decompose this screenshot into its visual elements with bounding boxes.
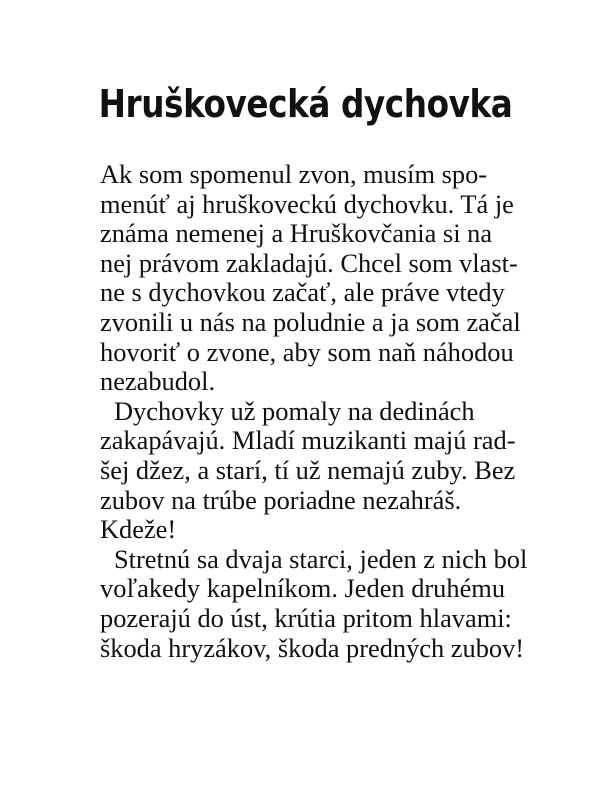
- text-line: škoda hryzákov, škoda predných zubov!: [100, 632, 525, 663]
- text-line: Stretnú sa dvaja starci, jeden z nich bol: [114, 543, 528, 574]
- text-line: ne s dychovkou začať, ale práve vtedy: [100, 277, 505, 308]
- text-line: zvonili u nás na poludnie a ja som začal: [100, 306, 521, 337]
- text-line: nej právom zakladajú. Chcel som vlast-: [100, 247, 518, 278]
- text-line: Dychovky už pomaly na dedinách: [114, 395, 475, 426]
- text-line: Kdeže!: [100, 514, 177, 545]
- page-title: Hruškovecká dychovka: [98, 82, 513, 126]
- text-line: menúť aj hruškoveckú dychovku. Tá je: [100, 188, 514, 219]
- text-line: šej džez, a starí, tí už nemajú zuby. Bez: [100, 454, 516, 485]
- body-text: [100, 160, 540, 663]
- text-line: zakapávajú. Mladí muzikanti majú rad-: [100, 425, 516, 456]
- text-line: nezabudol.: [100, 366, 216, 397]
- text-line: zubov na trúbe poriadne nezahráš.: [100, 484, 462, 515]
- text-line: známa nemenej a Hruškovčania si na: [100, 218, 493, 249]
- text-line: Ak som spomenul zvon, musím spo-: [100, 159, 488, 189]
- text-line: pozerajú do úst, krútia pritom hlavami:: [100, 602, 512, 633]
- text-line: voľakedy kapelníkom. Jeden druhému: [100, 573, 506, 604]
- text-line: hovoriť o zvone, aby som naň náhodou: [100, 336, 514, 367]
